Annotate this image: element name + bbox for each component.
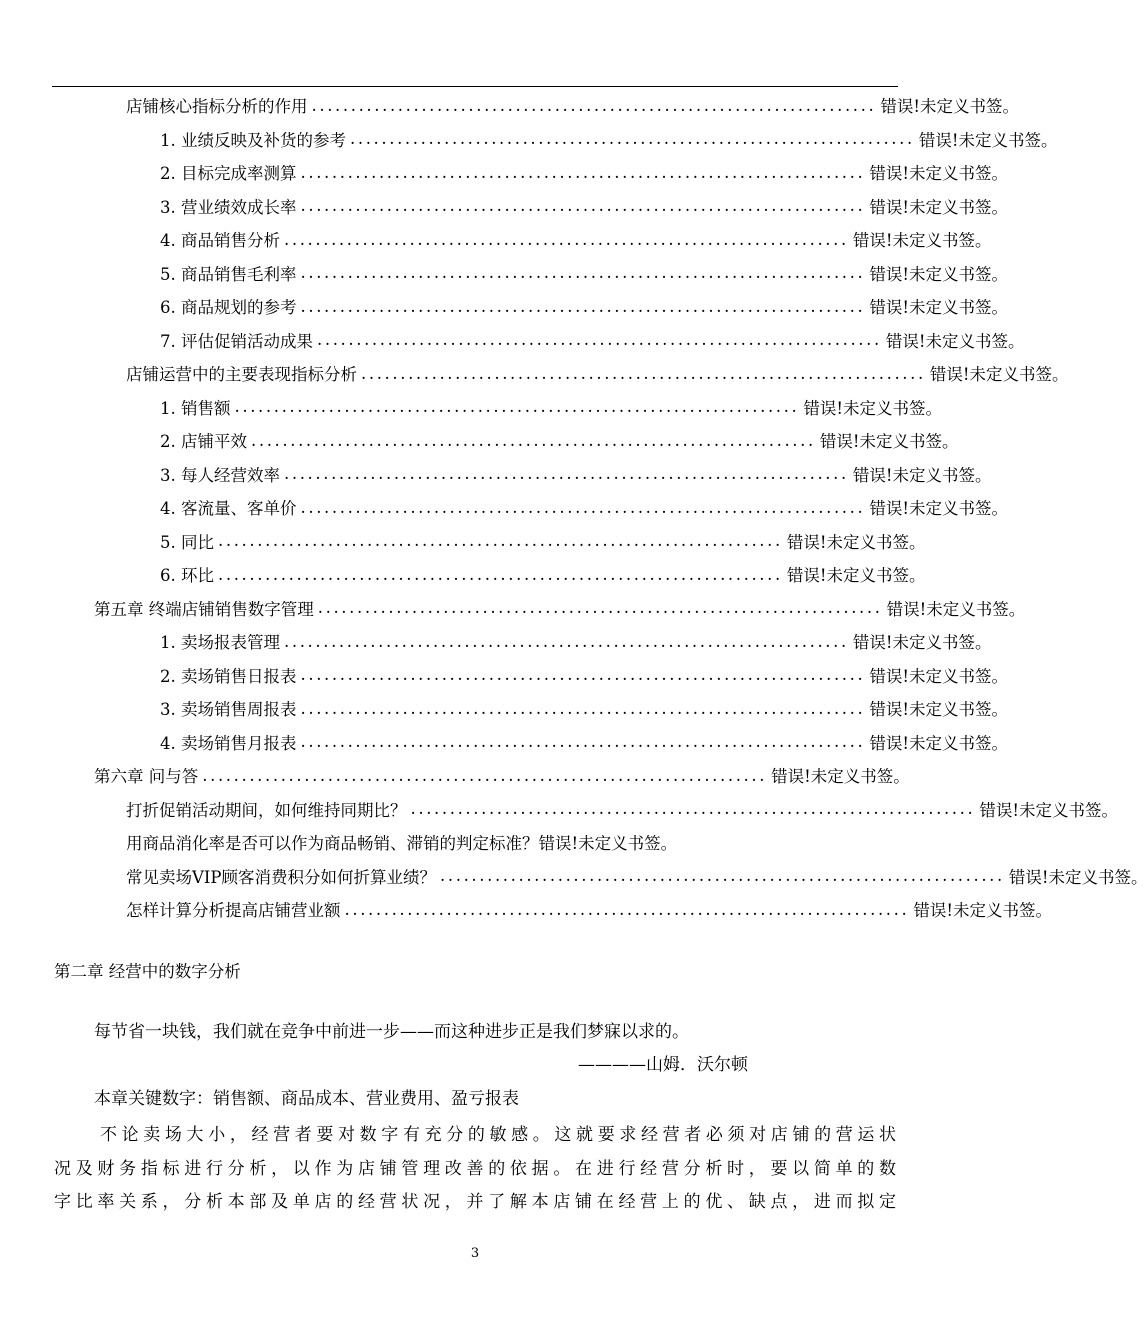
toc-entry-title: 1. 业绩反映及补货的参考 xyxy=(160,130,346,150)
toc-entry[interactable] xyxy=(160,660,1008,690)
toc-entry[interactable] xyxy=(160,626,992,656)
toc-entry-title: 1. 卖场报表管理 xyxy=(160,633,280,652)
toc-entry-title: 4. 卖场销售月报表 xyxy=(160,733,297,753)
toc-entry-title: 3. 卖场销售周报表 xyxy=(160,700,297,719)
toc-entry-ref: 错误!未定义书签。 xyxy=(869,197,1008,217)
toc-entry-title: 6. 商品规划的参考 xyxy=(160,298,297,317)
header-rule xyxy=(52,86,898,87)
toc-entry-title: 店铺核心指标分析的作用 xyxy=(126,97,308,116)
paragraph-line: 况及财务指标进行分析，以作为店铺管理改善的依据。在进行经营分析时，要以简单的数 xyxy=(54,1159,901,1179)
paragraph-line: 字比率关系，分析本部及单店的经营状况，并了解本店铺在经营上的优、缺点，进而拟定 xyxy=(54,1192,901,1212)
toc-leader-dots: ........................................................................ xyxy=(300,732,866,751)
toc-entry-title: 常见卖场VIP顾客消费积分如何折算业绩？ xyxy=(126,867,437,887)
toc-leader-dots: ........................................................................ xyxy=(284,464,849,483)
toc-entry[interactable] xyxy=(126,861,1148,891)
toc-entry[interactable] xyxy=(160,492,1008,522)
toc-entry-ref: 错误!未定义书签。 xyxy=(913,901,1052,920)
toc-leader-dots: ........................................................................ xyxy=(300,665,866,684)
toc-entry-ref: 错误!未定义书签。 xyxy=(869,499,1008,518)
toc-leader-dots: ........................................................................ xyxy=(218,564,783,584)
toc-entry-ref: 错误!未定义书签。 xyxy=(869,700,1008,719)
toc-leader-dots: ........................................................................ xyxy=(284,631,849,651)
toc-entry[interactable] xyxy=(126,794,1118,824)
toc-entry-ref: 错误!未定义书签。 xyxy=(819,432,959,451)
toc-leader-dots: ........................................................................ xyxy=(300,196,866,215)
toc-entry-title: 第六章 问与答 xyxy=(94,767,199,786)
toc-leader-dots: ........................................................................ xyxy=(251,430,816,450)
toc-entry-title: 打折促销活动期间，如何维持同期比？ xyxy=(126,800,407,820)
toc-leader-dots: ........................................................................ xyxy=(300,296,866,316)
paragraph-line: 不论卖场大小，经营者要对数字有充分的敏感。这就要求经营者必须对店铺的营运状 xyxy=(100,1125,901,1145)
toc-entry-ref: 错误!未定义书签。 xyxy=(869,733,1008,753)
toc-leader-dots: ........................................................................ xyxy=(350,129,915,148)
toc-leader-dots: ........................................................................ xyxy=(344,899,910,919)
toc-entry-ref: 错误!未定义书签。 xyxy=(869,666,1008,686)
toc-leader-dots: ........................................................................ xyxy=(410,799,976,818)
chapter-heading: 第二章 经营中的数字分析 xyxy=(54,962,241,981)
toc-entry[interactable] xyxy=(126,827,776,857)
toc-entry[interactable] xyxy=(160,224,992,254)
toc-entry-ref: 错误!未定义书签。 xyxy=(886,599,1026,619)
toc-entry[interactable] xyxy=(126,894,1052,924)
toc-entry-ref: 错误!未定义书签。 xyxy=(929,365,1069,384)
toc-entry-title: 4. 客流量、客单价 xyxy=(160,499,297,518)
toc-entry-ref: 错误!未定义书签。 xyxy=(869,298,1008,317)
toc-leader-dots: ........................................................................ xyxy=(300,162,866,182)
toc-entry[interactable] xyxy=(160,124,1058,154)
toc-entry-ref: 错误!未定义书签。 xyxy=(852,465,992,485)
toc-entry[interactable] xyxy=(160,325,1025,355)
toc-leader-dots: ........................................................................ xyxy=(284,229,849,249)
toc-entry[interactable] xyxy=(160,559,926,589)
toc-entry-title: 1. 销售额 xyxy=(160,398,231,418)
toc-leader-dots: ........................................................................ xyxy=(440,866,1005,885)
toc-entry[interactable] xyxy=(94,760,910,790)
toc-entry[interactable] xyxy=(126,90,1019,120)
toc-entry-ref: 错误!未定义书签。 xyxy=(771,767,910,786)
toc-entry-ref: 错误!未定义书签。 xyxy=(786,566,926,585)
epigraph-quote: 每节省一块钱，我们就在竞争中前进一步——而这种进步正是我们梦寐以求的。 xyxy=(94,1022,689,1042)
toc-entry[interactable] xyxy=(126,358,1069,388)
toc-entry[interactable] xyxy=(160,392,942,422)
toc-leader-dots: ........................................................................ xyxy=(202,765,768,785)
toc-entry[interactable] xyxy=(160,459,992,489)
toc-leader-dots: ........................................................................ xyxy=(361,363,926,383)
toc-entry-title: 3. 每人经营效率 xyxy=(160,465,280,485)
toc-entry-title: 2. 店铺平效 xyxy=(160,432,247,451)
toc-entry[interactable] xyxy=(160,425,959,455)
toc-entry[interactable] xyxy=(160,526,926,556)
toc-entry-title: 5. 商品销售毛利率 xyxy=(160,264,297,284)
page-number: 3 xyxy=(470,1246,480,1261)
epigraph-attribution: ————山姆．沃尔顿 xyxy=(578,1055,748,1075)
toc-entry-ref: 错误!未定义书签。 xyxy=(803,398,942,418)
toc-entry-title: 第五章 终端店铺销售数字管理 xyxy=(94,599,314,619)
toc-entry-ref: 错误!未定义书签。 xyxy=(880,97,1019,116)
toc-entry-ref: 错误!未定义书签。 xyxy=(852,231,992,250)
toc-entry-ref: 错误!未定义书签。 xyxy=(1008,867,1148,887)
toc-entry-title: 2. 卖场销售日报表 xyxy=(160,666,297,686)
toc-entry-title: 2. 目标完成率测算 xyxy=(160,164,297,183)
toc-entry[interactable] xyxy=(160,191,1008,221)
toc-leader-dots: ........................................................................ xyxy=(300,497,866,517)
key-numbers-line: 本章关键数字：销售额、商品成本、营业费用、盈亏报表 xyxy=(94,1089,519,1109)
toc-leader-dots: ........................................................................ xyxy=(218,531,783,550)
toc-entry[interactable] xyxy=(160,693,1008,723)
toc-entry-ref: 错误!未定义书签。 xyxy=(852,633,992,652)
toc-entry-title: 7. 评估促销活动成果 xyxy=(160,331,313,351)
toc-entry[interactable] xyxy=(160,291,1008,321)
toc-entry-ref: 错误!未定义书签。 xyxy=(786,532,926,552)
toc-leader-dots: ........................................................................ xyxy=(317,330,882,349)
toc-entry-ref: 错误!未定义书签。 xyxy=(538,834,678,853)
toc-leader-dots: ........................................................................ xyxy=(234,397,800,416)
toc-leader-dots: ........................................................................ xyxy=(300,263,866,282)
toc-entry[interactable] xyxy=(160,727,1008,757)
toc-leader-dots: ........................................................................ xyxy=(317,598,883,617)
toc-entry-ref: 错误!未定义书签。 xyxy=(918,130,1058,150)
toc-entry-title: 6. 环比 xyxy=(160,566,214,585)
toc-entry-ref: 错误!未定义书签。 xyxy=(979,800,1118,820)
toc-entry[interactable] xyxy=(160,258,1008,288)
toc-entry-ref: 错误!未定义书签。 xyxy=(869,264,1008,284)
toc-entry-title: 4. 商品销售分析 xyxy=(160,231,280,250)
toc-entry-ref: 错误!未定义书签。 xyxy=(885,331,1025,351)
toc-entry[interactable] xyxy=(160,157,1008,187)
toc-entry-title: 5. 同比 xyxy=(160,532,214,552)
toc-entry[interactable] xyxy=(94,593,1026,623)
toc-leader-dots: ........................................................................ xyxy=(300,698,866,718)
toc-entry-title: 3. 营业绩效成长率 xyxy=(160,197,297,217)
toc-entry-title: 用商品消化率是否可以作为商品畅销、滞销的判定标准？ xyxy=(126,834,539,853)
toc-leader-dots: ........................................................................ xyxy=(311,95,877,115)
toc-entry-title: 怎样计算分析提高店铺营业额 xyxy=(126,901,341,920)
toc-entry-ref: 错误!未定义书签。 xyxy=(869,164,1008,183)
toc-entry-title: 店铺运营中的主要表现指标分析 xyxy=(126,365,357,384)
